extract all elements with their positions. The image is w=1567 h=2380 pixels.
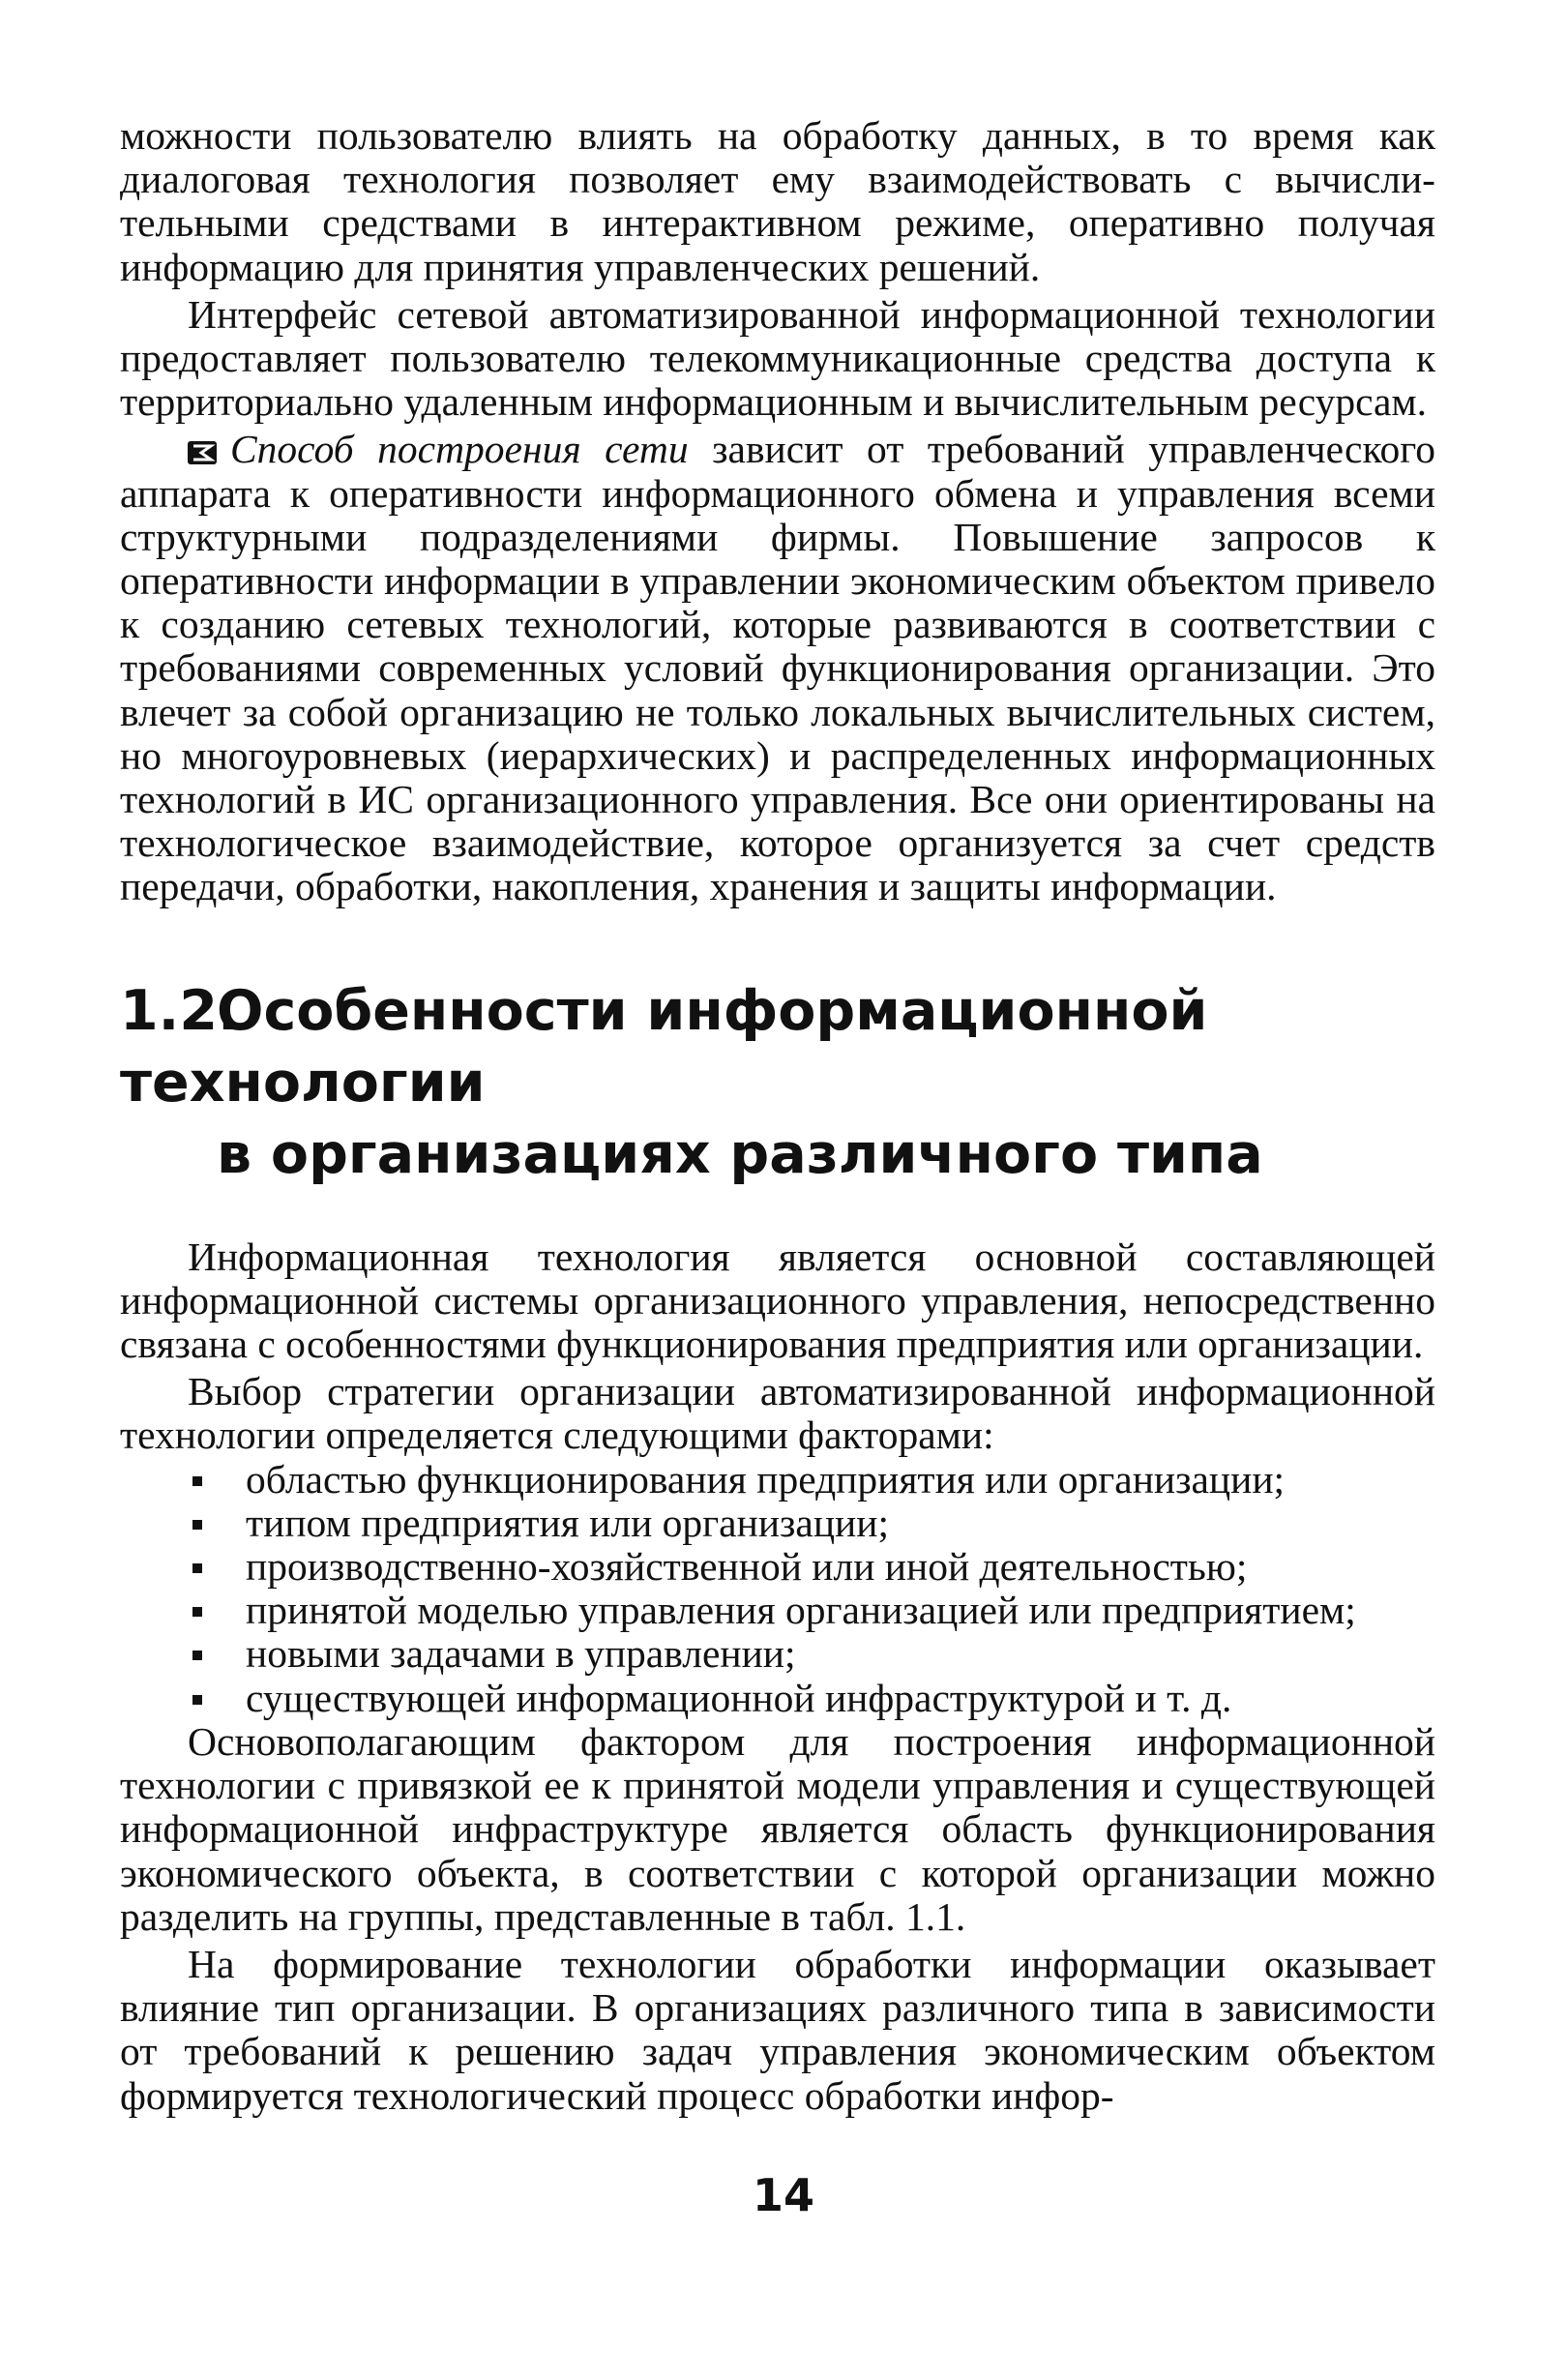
bullet-icon xyxy=(192,1476,202,1486)
page-content xyxy=(120,114,1435,2118)
page-number: 14 xyxy=(752,2169,814,2221)
list-item: производственно-хозяйственной или иной деятельностью; xyxy=(120,1545,1435,1589)
paragraph-network-interface: Интерфейс сетевой автоматизированной информационной технологии предоставляет пользователю телекоммуникационные средства доступа к территориально удаленным информационным и вычислительным ресурсам. xyxy=(120,291,1435,425)
section-marker-icon xyxy=(188,441,217,464)
factors-list xyxy=(120,1458,1435,1720)
paragraph-key-factor: Основополагающим фактором для построения информационной технологии с привязкой ее к принятой модели управления и существующей информационной инфраструктуре является область функционирования экономического объекта, в соответствии с которой организации можно разделить на группы, представленные в табл. 1.1. xyxy=(120,1718,1435,1939)
section-number: 1.2. xyxy=(120,978,239,1043)
list-item: принятой моделью управления организацией или предприятием; xyxy=(120,1589,1435,1632)
bullet-icon xyxy=(192,1607,202,1617)
section-title-line1: Особенности информационной технологии xyxy=(120,978,1208,1115)
paragraph-organization-type: На формирование технологии обработки информации оказывает влияние тип организации. В организациях различного типа в зависимости от требований к решению задач управления экономическим объектом формируется технологический процесс обработки инфор- xyxy=(120,1941,1435,2118)
section-heading xyxy=(120,975,1435,1190)
term-network-method: Способ построения сети xyxy=(230,427,689,472)
list-item: областью функционирования предприятия или организации; xyxy=(120,1458,1435,1502)
paragraph-strategy-choice: Выбор стратегии организации автоматизированной информационной технологии определяется следующими факторами: xyxy=(120,1369,1435,1458)
section-title-line2: в организациях различного типа xyxy=(217,1121,1263,1186)
list-item: существующей информационной инфраструктурой и т. д. xyxy=(120,1677,1435,1720)
paragraph-network-method-text: зависит от требований управленческого аппарата к оперативности информационного обмена и управления всеми структурными подразделениями фирмы. Повышение запросов к оперативности информации в управлении экономическим объектом привело к созданию сетевых технологий, которые развиваются в соответствии с требованиями современных условий функционирования организации. Это влечет за собой организацию не только локальных вычислительных систем, но многоуровневых (иерархических) и распределенных информационных технологий в ИС организационного управления. Все они ориентированы на технологическое взаимодействие, которое организуется за счет средств передачи, обработки, накопления, хранения и защиты информации. xyxy=(120,427,1436,909)
list-item: новыми задачами в управлении; xyxy=(120,1632,1435,1676)
bullet-icon xyxy=(192,1563,202,1573)
paragraph-continuation: можности пользователю влиять на обработку данных, в то время как диалоговая технология позволяет ему взаимодействовать с вычислительными средствами в интерактивном режиме, оперативно получая информацию для принятия управленческих решений. xyxy=(120,113,1435,289)
paragraph-it-component: Информационная технология является основной составляющей информационной системы организационного управления, непосредственно связана с особенностями функционирования предприятия или организации. xyxy=(120,1234,1435,1367)
bullet-icon xyxy=(192,1520,202,1530)
bullet-icon xyxy=(192,1695,202,1705)
paragraph-network-method xyxy=(120,428,1435,908)
list-item: типом предприятия или организации; xyxy=(120,1502,1435,1545)
bullet-icon xyxy=(192,1651,202,1660)
